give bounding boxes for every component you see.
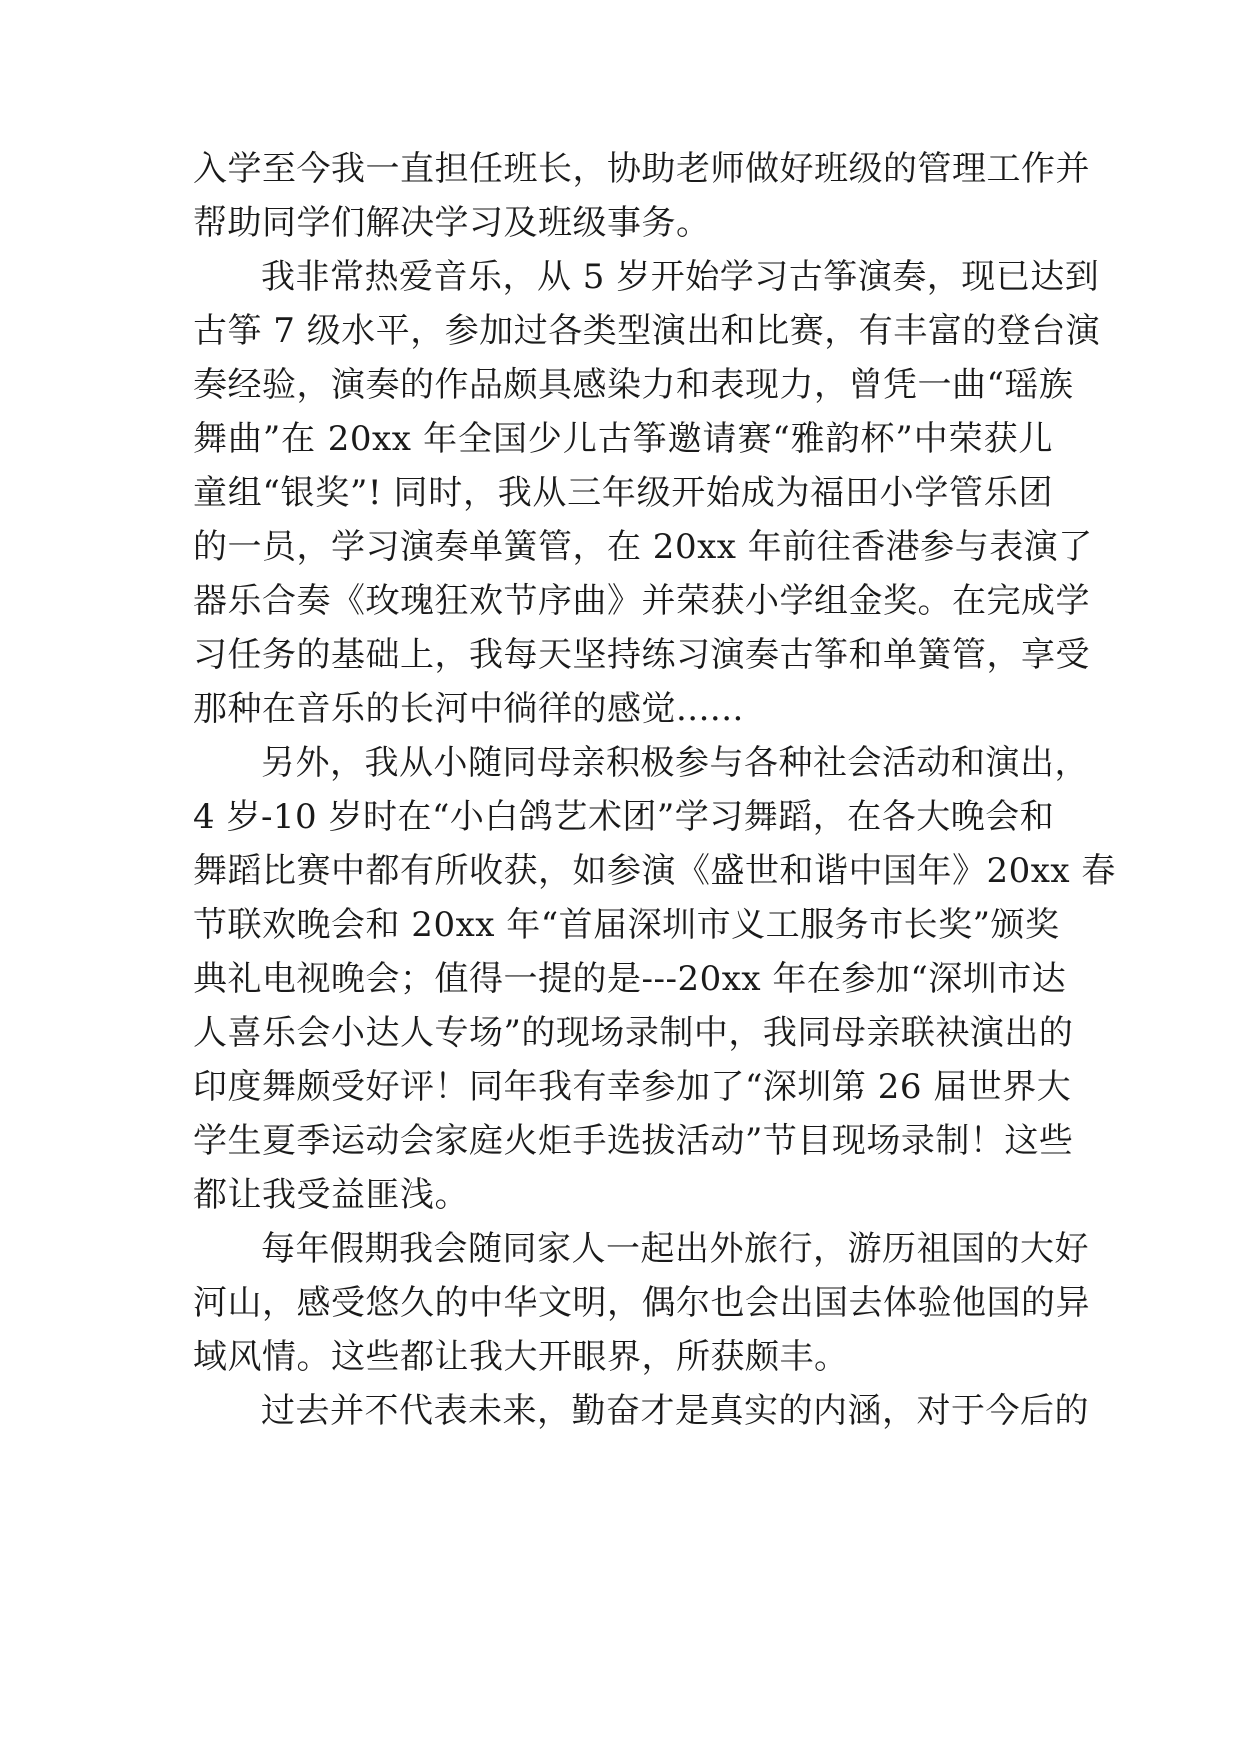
text-line: 那种在音乐的长河中徜徉的感觉...... <box>193 689 744 729</box>
text-line: 印度舞颇受好评！同年我有幸参加了“深圳第 26 届世界大 <box>193 1067 1072 1107</box>
text-line: 典礼电视晚会；值得一提的是---20xx 年在参加“深圳市达 <box>193 959 1067 999</box>
text-line: 的一员，学习演奏单簧管，在 20xx 年前往香港参与表演了 <box>193 527 1093 567</box>
text-line: 我非常热爱音乐，从 5 岁开始学习古筝演奏，现已达到 <box>261 257 1100 297</box>
text-line: 河山，感受悠久的中华文明，偶尔也会出国去体验他国的异 <box>193 1283 1090 1323</box>
text-line: 器乐合奏《玫瑰狂欢节序曲》并荣获小学组金奖。在完成学 <box>193 581 1090 621</box>
text-line: 古筝 7 级水平，参加过各类型演出和比赛，有丰富的登台演 <box>193 311 1101 351</box>
text-line: 节联欢晚会和 20xx 年“首届深圳市义工服务市长奖”颁奖 <box>193 905 1060 945</box>
text-line: 学生夏季运动会家庭火炬手选拔活动”节目现场录制！这些 <box>193 1121 1074 1161</box>
text-line: 过去并不代表未来，勤奋才是真实的内涵，对于今后的 <box>261 1391 1089 1431</box>
text-line: 另外，我从小随同母亲积极参与各种社会活动和演出， <box>261 743 1089 783</box>
text-line: 每年假期我会随同家人一起出外旅行，游历祖国的大好 <box>261 1229 1089 1269</box>
text-line: 入学至今我一直担任班长，协助老师做好班级的管理工作并 <box>193 149 1090 189</box>
text-line: 域风情。这些都让我大开眼界，所获颇丰。 <box>193 1337 849 1377</box>
text-line: 童组“银奖”! 同时，我从三年级开始成为福田小学管乐团 <box>193 473 1053 513</box>
text-line: 舞曲”在 20xx 年全国少儿古筝邀请赛“雅韵杯”中荣获儿 <box>193 419 1053 459</box>
text-line: 帮助同学们解决学习及班级事务。 <box>193 203 711 243</box>
text-line: 都让我受益匪浅。 <box>193 1175 469 1215</box>
text-line: 舞蹈比赛中都有所收获，如参演《盛世和谐中国年》20xx 春 <box>193 851 1116 891</box>
text-line: 人喜乐会小达人专场”的现场录制中，我同母亲联袂演出的 <box>193 1013 1074 1053</box>
text-line: 习任务的基础上，我每天坚持练习演奏古筝和单簧管，享受 <box>193 635 1090 675</box>
text-line: 4 岁-10 岁时在“小白鸽艺术团”学习舞蹈，在各大晚会和 <box>193 797 1055 837</box>
text-line: 奏经验，演奏的作品颇具感染力和表现力，曾凭一曲“瑶族 <box>193 365 1074 405</box>
